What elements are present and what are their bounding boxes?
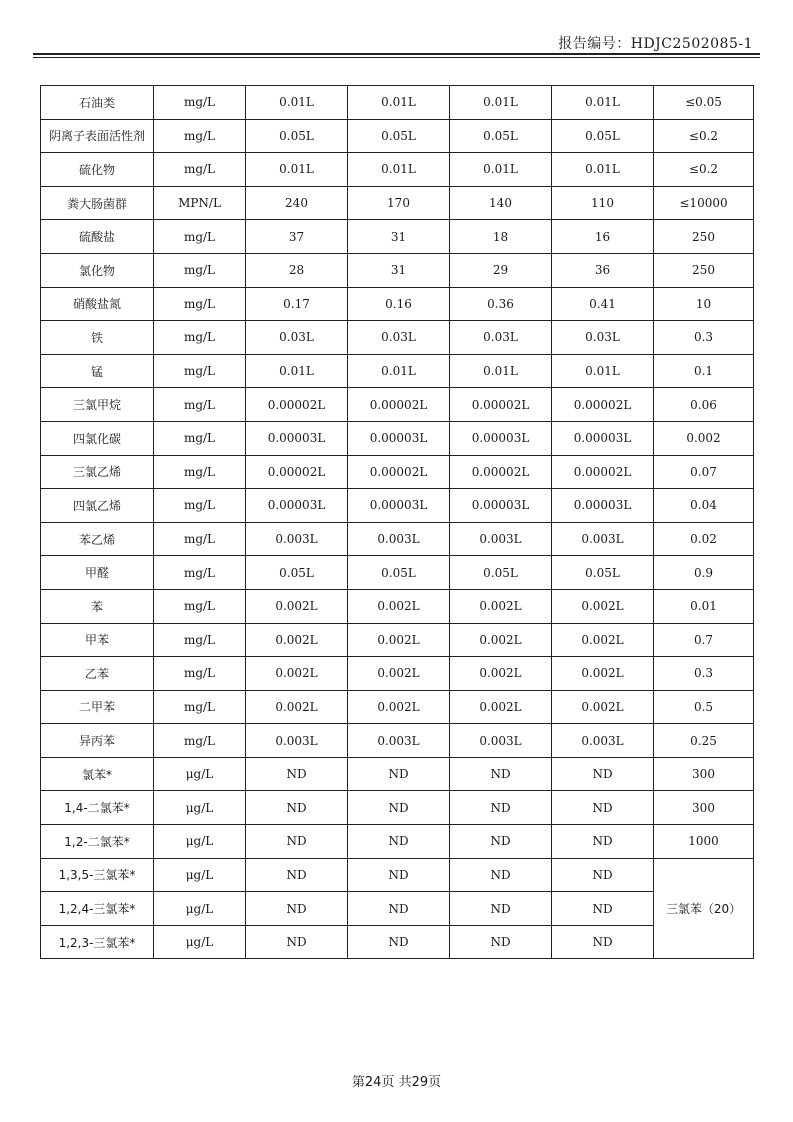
value-3-cell: 0.36 xyxy=(450,287,552,321)
parameter-name-cell: 二甲苯 xyxy=(41,690,154,724)
unit-cell: mg/L xyxy=(154,724,246,758)
table-row xyxy=(41,119,754,153)
value-4-cell: ND xyxy=(552,858,654,892)
value-1-cell: 0.01L xyxy=(246,86,348,120)
parameter-name-cell: 铁 xyxy=(41,321,154,355)
table-row xyxy=(41,690,754,724)
value-1-cell: 240 xyxy=(246,186,348,220)
value-3-cell: ND xyxy=(450,925,552,959)
unit-cell: mg/L xyxy=(154,421,246,455)
value-1-cell: 0.002L xyxy=(246,623,348,657)
value-4-cell: ND xyxy=(552,892,654,926)
table-row xyxy=(41,522,754,556)
parameter-name-cell: 乙苯 xyxy=(41,657,154,691)
value-4-cell: 16 xyxy=(552,220,654,254)
value-2-cell: ND xyxy=(348,892,450,926)
value-1-cell: 0.05L xyxy=(246,556,348,590)
value-1-cell: 28 xyxy=(246,253,348,287)
limit-cell: 300 xyxy=(654,791,754,825)
value-2-cell: 0.002L xyxy=(348,589,450,623)
unit-cell: μg/L xyxy=(154,825,246,859)
limit-cell: 0.04 xyxy=(654,489,754,523)
table-row xyxy=(41,489,754,523)
value-3-cell: ND xyxy=(450,757,552,791)
value-1-cell: ND xyxy=(246,791,348,825)
value-3-cell: ND xyxy=(450,858,552,892)
value-4-cell: 0.03L xyxy=(552,321,654,355)
value-2-cell: 0.01L xyxy=(348,86,450,120)
value-3-cell: 0.003L xyxy=(450,522,552,556)
value-2-cell: 0.01L xyxy=(348,153,450,187)
table-row xyxy=(41,589,754,623)
value-3-cell: 0.002L xyxy=(450,589,552,623)
unit-cell: mg/L xyxy=(154,690,246,724)
unit-cell: mg/L xyxy=(154,623,246,657)
limit-cell: ≤0.2 xyxy=(654,119,754,153)
value-1-cell: 37 xyxy=(246,220,348,254)
value-3-cell: 29 xyxy=(450,253,552,287)
value-2-cell: 0.16 xyxy=(348,287,450,321)
value-3-cell: 0.002L xyxy=(450,657,552,691)
unit-cell: μg/L xyxy=(154,858,246,892)
limit-cell: 300 xyxy=(654,757,754,791)
value-1-cell: 0.00003L xyxy=(246,489,348,523)
limit-cell: ≤0.05 xyxy=(654,86,754,120)
value-1-cell: 0.03L xyxy=(246,321,348,355)
value-3-cell: 0.01L xyxy=(450,86,552,120)
parameter-name-cell: 硫化物 xyxy=(41,153,154,187)
value-3-cell: 18 xyxy=(450,220,552,254)
table-row xyxy=(41,657,754,691)
table-row xyxy=(41,825,754,859)
value-1-cell: 0.00002L xyxy=(246,388,348,422)
parameter-name-cell: 锰 xyxy=(41,354,154,388)
value-3-cell: 0.03L xyxy=(450,321,552,355)
value-1-cell: 0.00002L xyxy=(246,455,348,489)
value-2-cell: ND xyxy=(348,791,450,825)
unit-cell: μg/L xyxy=(154,925,246,959)
value-3-cell: 0.05L xyxy=(450,556,552,590)
parameter-name-cell: 氯化物 xyxy=(41,253,154,287)
limit-cell: 0.1 xyxy=(654,354,754,388)
value-3-cell: 0.002L xyxy=(450,690,552,724)
unit-cell: mg/L xyxy=(154,86,246,120)
parameter-name-cell: 1,3,5-三氯苯* xyxy=(41,858,154,892)
table-body xyxy=(41,86,754,959)
parameter-name-cell: 三氯甲烷 xyxy=(41,388,154,422)
parameter-name-cell: 四氯乙烯 xyxy=(41,489,154,523)
table-row xyxy=(41,455,754,489)
value-1-cell: 0.002L xyxy=(246,657,348,691)
table-row xyxy=(41,388,754,422)
limit-cell: 0.5 xyxy=(654,690,754,724)
value-3-cell: 0.003L xyxy=(450,724,552,758)
table-row xyxy=(41,321,754,355)
value-2-cell: 0.05L xyxy=(348,556,450,590)
header-rule xyxy=(33,53,760,58)
value-2-cell: 0.00003L xyxy=(348,489,450,523)
limit-cell: 0.3 xyxy=(654,321,754,355)
value-3-cell: 0.002L xyxy=(450,623,552,657)
value-1-cell: 0.002L xyxy=(246,589,348,623)
value-2-cell: 0.05L xyxy=(348,119,450,153)
value-4-cell: 36 xyxy=(552,253,654,287)
value-2-cell: ND xyxy=(348,825,450,859)
value-3-cell: 0.00003L xyxy=(450,421,552,455)
parameter-name-cell: 四氯化碳 xyxy=(41,421,154,455)
unit-cell: μg/L xyxy=(154,791,246,825)
unit-cell: mg/L xyxy=(154,455,246,489)
limit-cell: 0.3 xyxy=(654,657,754,691)
table-row xyxy=(41,791,754,825)
value-4-cell: 0.003L xyxy=(552,522,654,556)
parameter-name-cell: 苯乙烯 xyxy=(41,522,154,556)
value-2-cell: ND xyxy=(348,925,450,959)
value-4-cell: 0.00003L xyxy=(552,421,654,455)
limit-cell: 0.06 xyxy=(654,388,754,422)
value-1-cell: 0.003L xyxy=(246,724,348,758)
value-4-cell: 0.41 xyxy=(552,287,654,321)
value-3-cell: 140 xyxy=(450,186,552,220)
value-3-cell: ND xyxy=(450,825,552,859)
limit-cell: 0.01 xyxy=(654,589,754,623)
limit-cell: 0.02 xyxy=(654,522,754,556)
value-4-cell: 0.01L xyxy=(552,153,654,187)
table-row xyxy=(41,925,754,959)
value-4-cell: 0.003L xyxy=(552,724,654,758)
value-4-cell: 0.01L xyxy=(552,86,654,120)
value-2-cell: ND xyxy=(348,858,450,892)
unit-cell: mg/L xyxy=(154,287,246,321)
value-4-cell: 0.05L xyxy=(552,556,654,590)
value-1-cell: 0.01L xyxy=(246,354,348,388)
value-1-cell: 0.01L xyxy=(246,153,348,187)
table-row xyxy=(41,421,754,455)
parameter-name-cell: 异丙苯 xyxy=(41,724,154,758)
parameter-name-cell: 1,2,3-三氯苯* xyxy=(41,925,154,959)
unit-cell: mg/L xyxy=(154,489,246,523)
value-4-cell: 0.05L xyxy=(552,119,654,153)
value-4-cell: 110 xyxy=(552,186,654,220)
limit-cell: 10 xyxy=(654,287,754,321)
value-4-cell: ND xyxy=(552,825,654,859)
unit-cell: mg/L xyxy=(154,388,246,422)
results-table xyxy=(40,85,754,959)
table-row xyxy=(41,186,754,220)
value-3-cell: 0.00003L xyxy=(450,489,552,523)
table-row xyxy=(41,858,754,892)
value-1-cell: 0.003L xyxy=(246,522,348,556)
value-1-cell: ND xyxy=(246,892,348,926)
value-1-cell: 0.00003L xyxy=(246,421,348,455)
table-row xyxy=(41,287,754,321)
value-4-cell: 0.00003L xyxy=(552,489,654,523)
value-4-cell: 0.01L xyxy=(552,354,654,388)
unit-cell: mg/L xyxy=(154,354,246,388)
value-1-cell: 0.17 xyxy=(246,287,348,321)
value-2-cell: 170 xyxy=(348,186,450,220)
value-3-cell: 0.01L xyxy=(450,153,552,187)
table-row xyxy=(41,724,754,758)
page-number: 第24页 共29页 xyxy=(351,1075,442,1090)
parameter-name-cell: 石油类 xyxy=(41,86,154,120)
value-3-cell: 0.00002L xyxy=(450,455,552,489)
value-3-cell: 0.00002L xyxy=(450,388,552,422)
unit-cell: mg/L xyxy=(154,220,246,254)
parameter-name-cell: 阴离子表面活性剂 xyxy=(41,119,154,153)
table-row xyxy=(41,86,754,120)
unit-cell: mg/L xyxy=(154,657,246,691)
limit-cell: ≤0.2 xyxy=(654,153,754,187)
value-2-cell: ND xyxy=(348,757,450,791)
table-row xyxy=(41,556,754,590)
value-2-cell: 0.003L xyxy=(348,724,450,758)
value-4-cell: 0.002L xyxy=(552,690,654,724)
parameter-name-cell: 1,4-二氯苯* xyxy=(41,791,154,825)
limit-cell: 1000 xyxy=(654,825,754,859)
unit-cell: mg/L xyxy=(154,522,246,556)
value-2-cell: 0.002L xyxy=(348,690,450,724)
value-4-cell: 0.002L xyxy=(552,623,654,657)
unit-cell: mg/L xyxy=(154,153,246,187)
value-2-cell: 31 xyxy=(348,220,450,254)
value-3-cell: ND xyxy=(450,791,552,825)
value-2-cell: 0.03L xyxy=(348,321,450,355)
parameter-name-cell: 硝酸盐氮 xyxy=(41,287,154,321)
table-row xyxy=(41,354,754,388)
table-row xyxy=(41,892,754,926)
parameter-name-cell: 1,2,4-三氯苯* xyxy=(41,892,154,926)
parameter-name-cell: 甲苯 xyxy=(41,623,154,657)
value-4-cell: ND xyxy=(552,925,654,959)
value-2-cell: 0.00002L xyxy=(348,388,450,422)
value-2-cell: 0.01L xyxy=(348,354,450,388)
parameter-name-cell: 三氯乙烯 xyxy=(41,455,154,489)
limit-cell: 0.9 xyxy=(654,556,754,590)
value-3-cell: 0.01L xyxy=(450,354,552,388)
value-1-cell: ND xyxy=(246,825,348,859)
unit-cell: μg/L xyxy=(154,892,246,926)
parameter-name-cell: 苯 xyxy=(41,589,154,623)
table-row xyxy=(41,153,754,187)
limit-cell: 250 xyxy=(654,253,754,287)
value-1-cell: 0.002L xyxy=(246,690,348,724)
unit-cell: μg/L xyxy=(154,757,246,791)
value-4-cell: 0.002L xyxy=(552,657,654,691)
unit-cell: mg/L xyxy=(154,321,246,355)
value-1-cell: ND xyxy=(246,757,348,791)
limit-cell: ≤10000 xyxy=(654,186,754,220)
value-4-cell: 0.00002L xyxy=(552,455,654,489)
value-2-cell: 0.003L xyxy=(348,522,450,556)
value-1-cell: 0.05L xyxy=(246,119,348,153)
value-4-cell: ND xyxy=(552,791,654,825)
parameter-name-cell: 氯苯* xyxy=(41,757,154,791)
limit-cell: 250 xyxy=(654,220,754,254)
value-4-cell: 0.00002L xyxy=(552,388,654,422)
table-row xyxy=(41,220,754,254)
parameter-name-cell: 1,2-二氯苯* xyxy=(41,825,154,859)
limit-cell: 0.07 xyxy=(654,455,754,489)
value-2-cell: 31 xyxy=(348,253,450,287)
value-1-cell: ND xyxy=(246,858,348,892)
value-4-cell: ND xyxy=(552,757,654,791)
value-2-cell: 0.002L xyxy=(348,657,450,691)
value-2-cell: 0.00002L xyxy=(348,455,450,489)
table-row xyxy=(41,757,754,791)
limit-cell: 0.7 xyxy=(654,623,754,657)
value-3-cell: ND xyxy=(450,892,552,926)
report-number: 报告编号：HDJC2502085-1 xyxy=(558,36,753,52)
value-3-cell: 0.05L xyxy=(450,119,552,153)
table-row xyxy=(41,253,754,287)
value-2-cell: 0.00003L xyxy=(348,421,450,455)
merged-limit-cell: 三氯苯（20） xyxy=(654,858,754,959)
value-1-cell: ND xyxy=(246,925,348,959)
unit-cell: mg/L xyxy=(154,556,246,590)
unit-cell: mg/L xyxy=(154,589,246,623)
table-row xyxy=(41,623,754,657)
limit-cell: 0.002 xyxy=(654,421,754,455)
unit-cell: mg/L xyxy=(154,253,246,287)
unit-cell: mg/L xyxy=(154,119,246,153)
value-2-cell: 0.002L xyxy=(348,623,450,657)
parameter-name-cell: 粪大肠菌群 xyxy=(41,186,154,220)
unit-cell: MPN/L xyxy=(154,186,246,220)
parameter-name-cell: 硫酸盐 xyxy=(41,220,154,254)
parameter-name-cell: 甲醛 xyxy=(41,556,154,590)
limit-cell: 0.25 xyxy=(654,724,754,758)
value-4-cell: 0.002L xyxy=(552,589,654,623)
